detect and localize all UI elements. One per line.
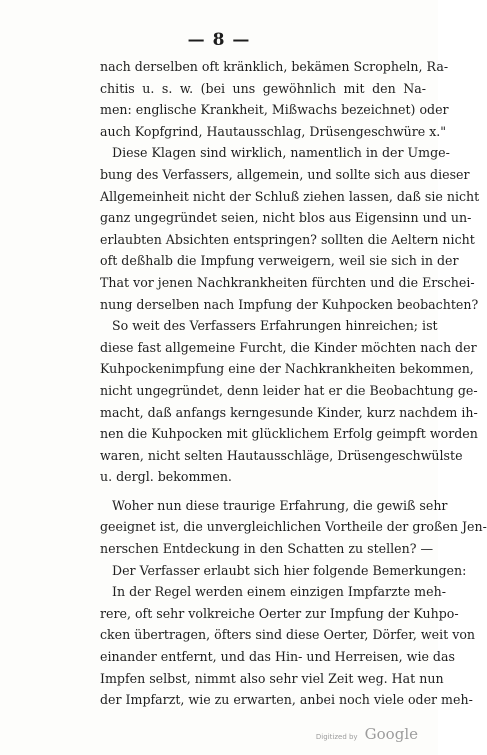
text-line: ganz ungegründet seien, nicht blos aus Eigensinn und un- bbox=[100, 210, 472, 226]
text-line: nach derselben oft kränklich, bekämen Scropheln, Ra- bbox=[100, 59, 449, 74]
text-line: cken übertragen, öfters sind diese Oerter, Dörfer, weit von bbox=[100, 627, 476, 643]
text-line: nen die Kuhpocken mit glücklichem Erfolg geimpft worden bbox=[100, 426, 478, 442]
text-line: That vor jenen Nachkrankheiten fürchten und die Erschei- bbox=[100, 274, 475, 290]
text-line: rere, oft sehr volkreiche Oerter zur Impfung der Kuhpo- bbox=[100, 605, 459, 621]
text-line: Kuhpockenimpfung eine der Nachkrankheiten bekommen, bbox=[100, 361, 474, 377]
text-line: bung des Verfassers, allgemein, und sollte sich aus dieser bbox=[100, 166, 470, 182]
text-line: nerschen Entdeckung in den Schatten zu stellen? — bbox=[100, 541, 434, 557]
text-line: macht, daß anfangs kerngesunde Kinder, kurz nachdem ih- bbox=[100, 404, 478, 420]
text-line: u. dergl. bekommen. bbox=[100, 469, 232, 485]
text-line: In der Regel werden einem einzigen Impfarzte meh- bbox=[112, 584, 446, 600]
text-line: nung derselben nach Impfung der Kuhpocken beobachten? bbox=[100, 296, 479, 312]
text-line: geeignet ist, die unvergleichlichen Vortheile der großen Jen- bbox=[100, 519, 487, 535]
page-number-header: — 8 — bbox=[187, 30, 251, 50]
digitized-watermark bbox=[316, 724, 418, 743]
text-line: So weit des Verfassers Erfahrungen hinreichen; ist bbox=[112, 318, 438, 334]
text-line: nicht ungegründet, denn leider hat er die Beobachtung ge- bbox=[100, 382, 478, 398]
text-line: Woher nun diese traurige Erfahrung, die gewiß sehr bbox=[112, 497, 448, 513]
google-logo: Google bbox=[364, 725, 418, 743]
text-line: men: englische Krankheit, Mißwachs bezeichnet) oder bbox=[100, 102, 449, 118]
text-line: Der Verfasser erlaubt sich hier folgende Bemerkungen: bbox=[112, 562, 467, 578]
watermark-prefix: Digitized by bbox=[315, 733, 358, 741]
text-line: Allgemeinheit nicht der Schluß ziehen lassen, daß sie nicht bbox=[100, 188, 480, 204]
text-line: diese fast allgemeine Furcht, die Kinder möchten nach der bbox=[100, 339, 477, 355]
body-text bbox=[100, 56, 487, 711]
text-line: auch Kopfgrind, Hautausschlag, Drüsengeschwüre x." bbox=[100, 123, 447, 139]
text-line: der Impfarzt, wie zu erwarten, anbei noch viele oder meh- bbox=[100, 692, 473, 708]
text-line: waren, nicht selten Hautausschläge, Drüsengeschwülste bbox=[100, 447, 463, 463]
text-line: chitis u. s. w. (bei uns gewöhnlich mit den Na- bbox=[100, 80, 426, 96]
text-line: Diese Klagen sind wirklich, namentlich in der Umge- bbox=[112, 145, 450, 161]
text-line: erlaubten Absichten entspringen? sollten die Aeltern nicht bbox=[100, 231, 475, 247]
text-line: oft deßhalb die Impfung verweigern, weil sie sich in der bbox=[100, 253, 459, 269]
text-line: einander entfernt, und das Hin- und Herreisen, wie das bbox=[100, 649, 455, 665]
text-line: Impfen selbst, nimmt also sehr viel Zeit weg. Hat nun bbox=[100, 670, 444, 686]
